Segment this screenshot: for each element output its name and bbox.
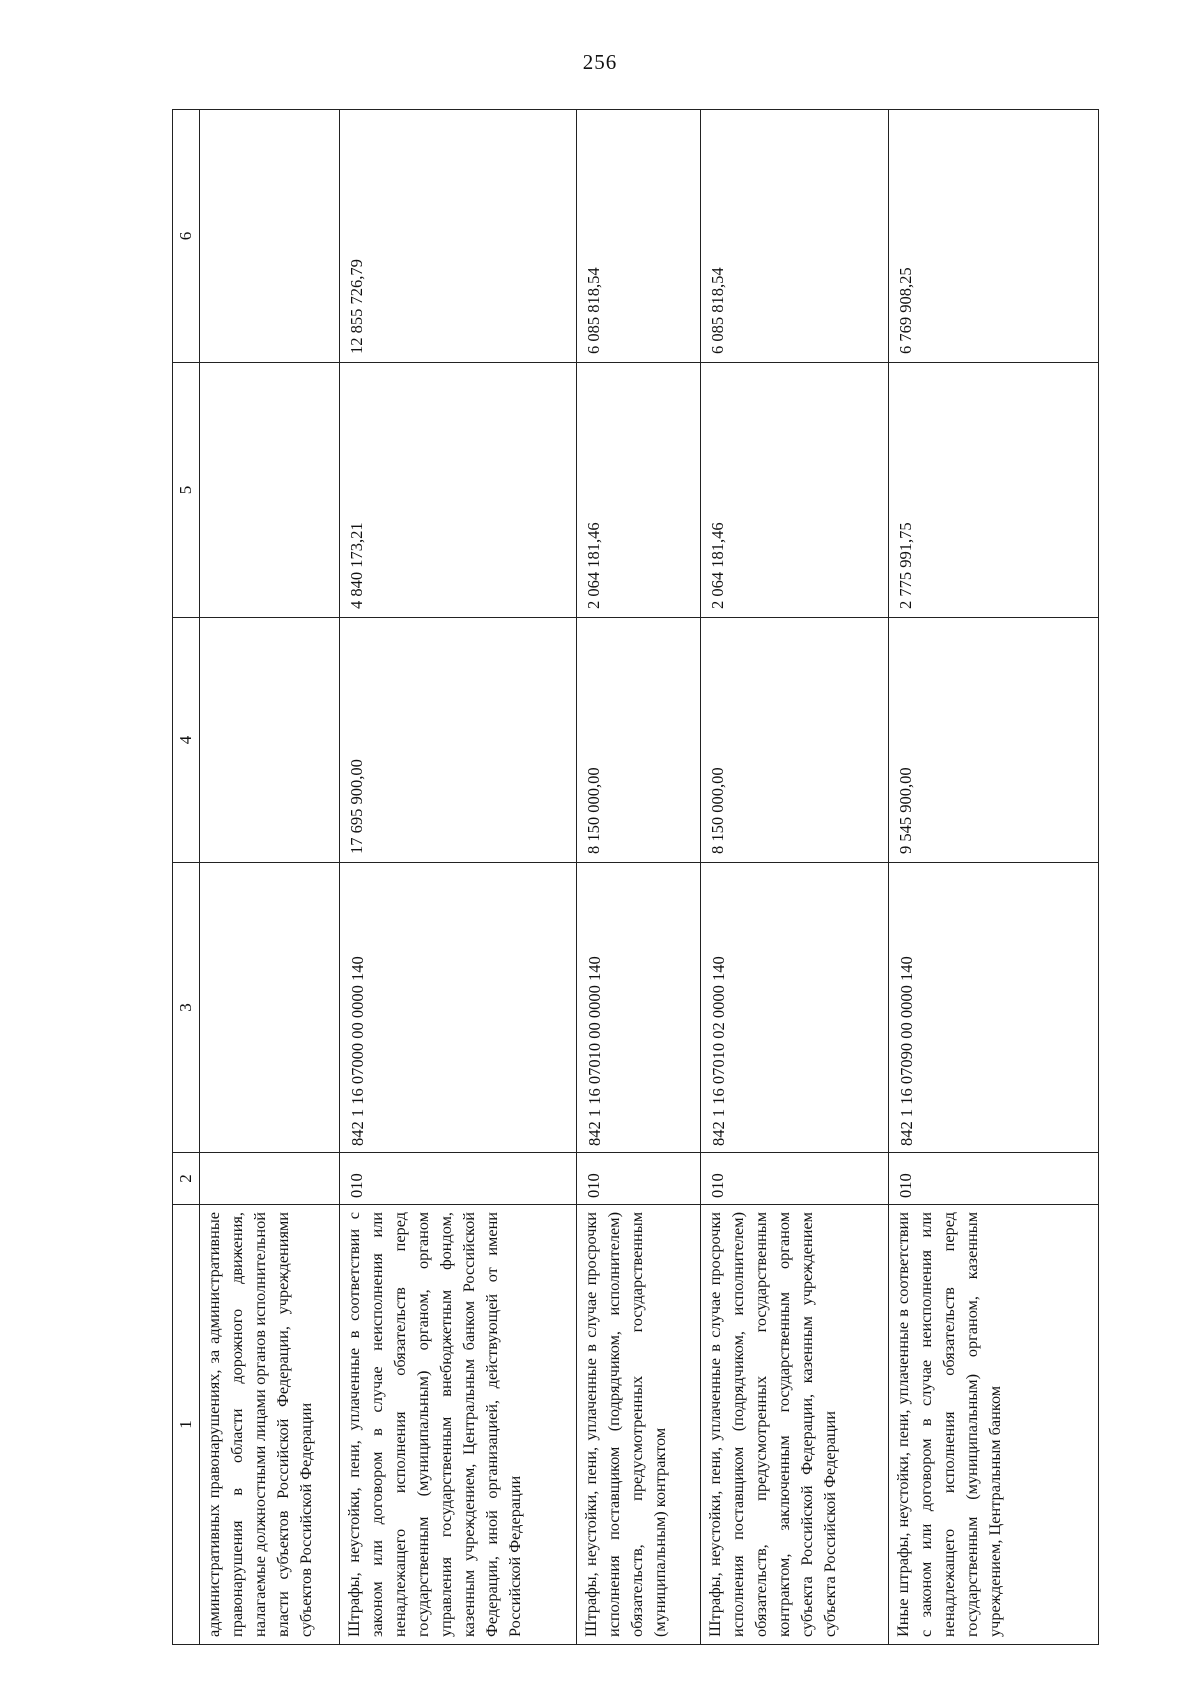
row-budget-code: 842 1 16 07000 00 0000 140 [348,956,367,1146]
row-approved: 8 150 000,00 [584,767,603,854]
row-description: Штрафы, неустойки, пени, уплаченные в случае просрочки исполнения поставщиком (подрядчиком, исполнителем) обязательств, предусмотренных государственным контрактом, заключенным государственным органом субъекта Российской Федерации, казенным учреждением субъекта Российской Федерации [705,1212,839,1637]
row-description: Штрафы, неустойки, пени, уплаченные в случае просрочки исполнения поставщиком (подрядчиком, исполнителем) обязательств, предусмотренных государственным (муниципальным) контрактом [581,1212,669,1637]
row-description: административных правонарушениях, за административные правонарушения в области дорожного движения, налагаемые должностными лицами органов исполнительной власти субъектов Российской Федерации, учреждениями субъектов Российской Федерации [204,1212,315,1637]
header-cell: 6 [173,110,200,363]
row-description: Штрафы, неустойки, пени, уплаченные в соответствии с законом или договором в случае неисполнения или ненадлежащего исполнения обязательств перед государственным (муниципальным) органом, органом управления государственным внебюджетным фондом, казенным учреждением, Центральным банком Российской Федерации, иной организацией, действующей от имени Российской Федерации [344,1212,524,1637]
row-line-code: 010 [896,1173,915,1198]
row-line-code: 010 [347,1173,366,1198]
header-cell: 3 [173,863,200,1153]
row-approved: 17 695 900,00 [347,759,366,854]
row-unexecuted: 6 769 908,25 [896,267,915,354]
row-line-code: 010 [584,1173,603,1198]
page-number: 256 [582,50,618,74]
header-cell: 2 [173,1153,200,1205]
header-cell: 5 [173,363,200,618]
row-executed: 2 775 991,75 [896,522,915,609]
table-row [200,110,340,1645]
rotated-table-container [172,110,1097,1645]
row-unexecuted: 6 085 818,54 [708,267,727,354]
row-executed: 4 840 173,21 [347,522,366,609]
table-row [577,110,701,1645]
row-unexecuted: 6 085 818,54 [584,267,603,354]
row-budget-code: 842 1 16 07010 02 0000 140 [709,956,728,1146]
table-row [889,110,1099,1645]
row-unexecuted [200,110,207,362]
row-executed: 2 064 181,46 [708,522,727,609]
row-approved: 9 545 900,00 [896,767,915,854]
row-budget-code [200,863,208,1152]
row-approved: 8 150 000,00 [708,767,727,854]
header-row [173,110,200,1645]
revenue-table [172,109,1099,1645]
header-cell: 1 [173,1205,200,1645]
row-approved [200,618,207,862]
table-row [701,110,889,1645]
row-executed [200,363,207,617]
header-cell: 4 [173,618,200,863]
row-budget-code: 842 1 16 07010 00 0000 140 [585,956,604,1146]
row-line-code [200,1153,207,1204]
row-line-code: 010 [708,1173,727,1198]
row-budget-code: 842 1 16 07090 00 0000 140 [897,956,916,1146]
row-executed: 2 064 181,46 [584,522,603,609]
row-description: Иные штрафы, неустойки, пени, уплаченные в соответствии с законом или договором в случае неисполнения или ненадлежащего исполнения обязательств перед государственным (муниципальным) органом, казенным учреждением, Центральным банком [893,1212,1004,1637]
table-row [340,110,577,1645]
row-unexecuted: 12 855 726,79 [347,259,366,354]
